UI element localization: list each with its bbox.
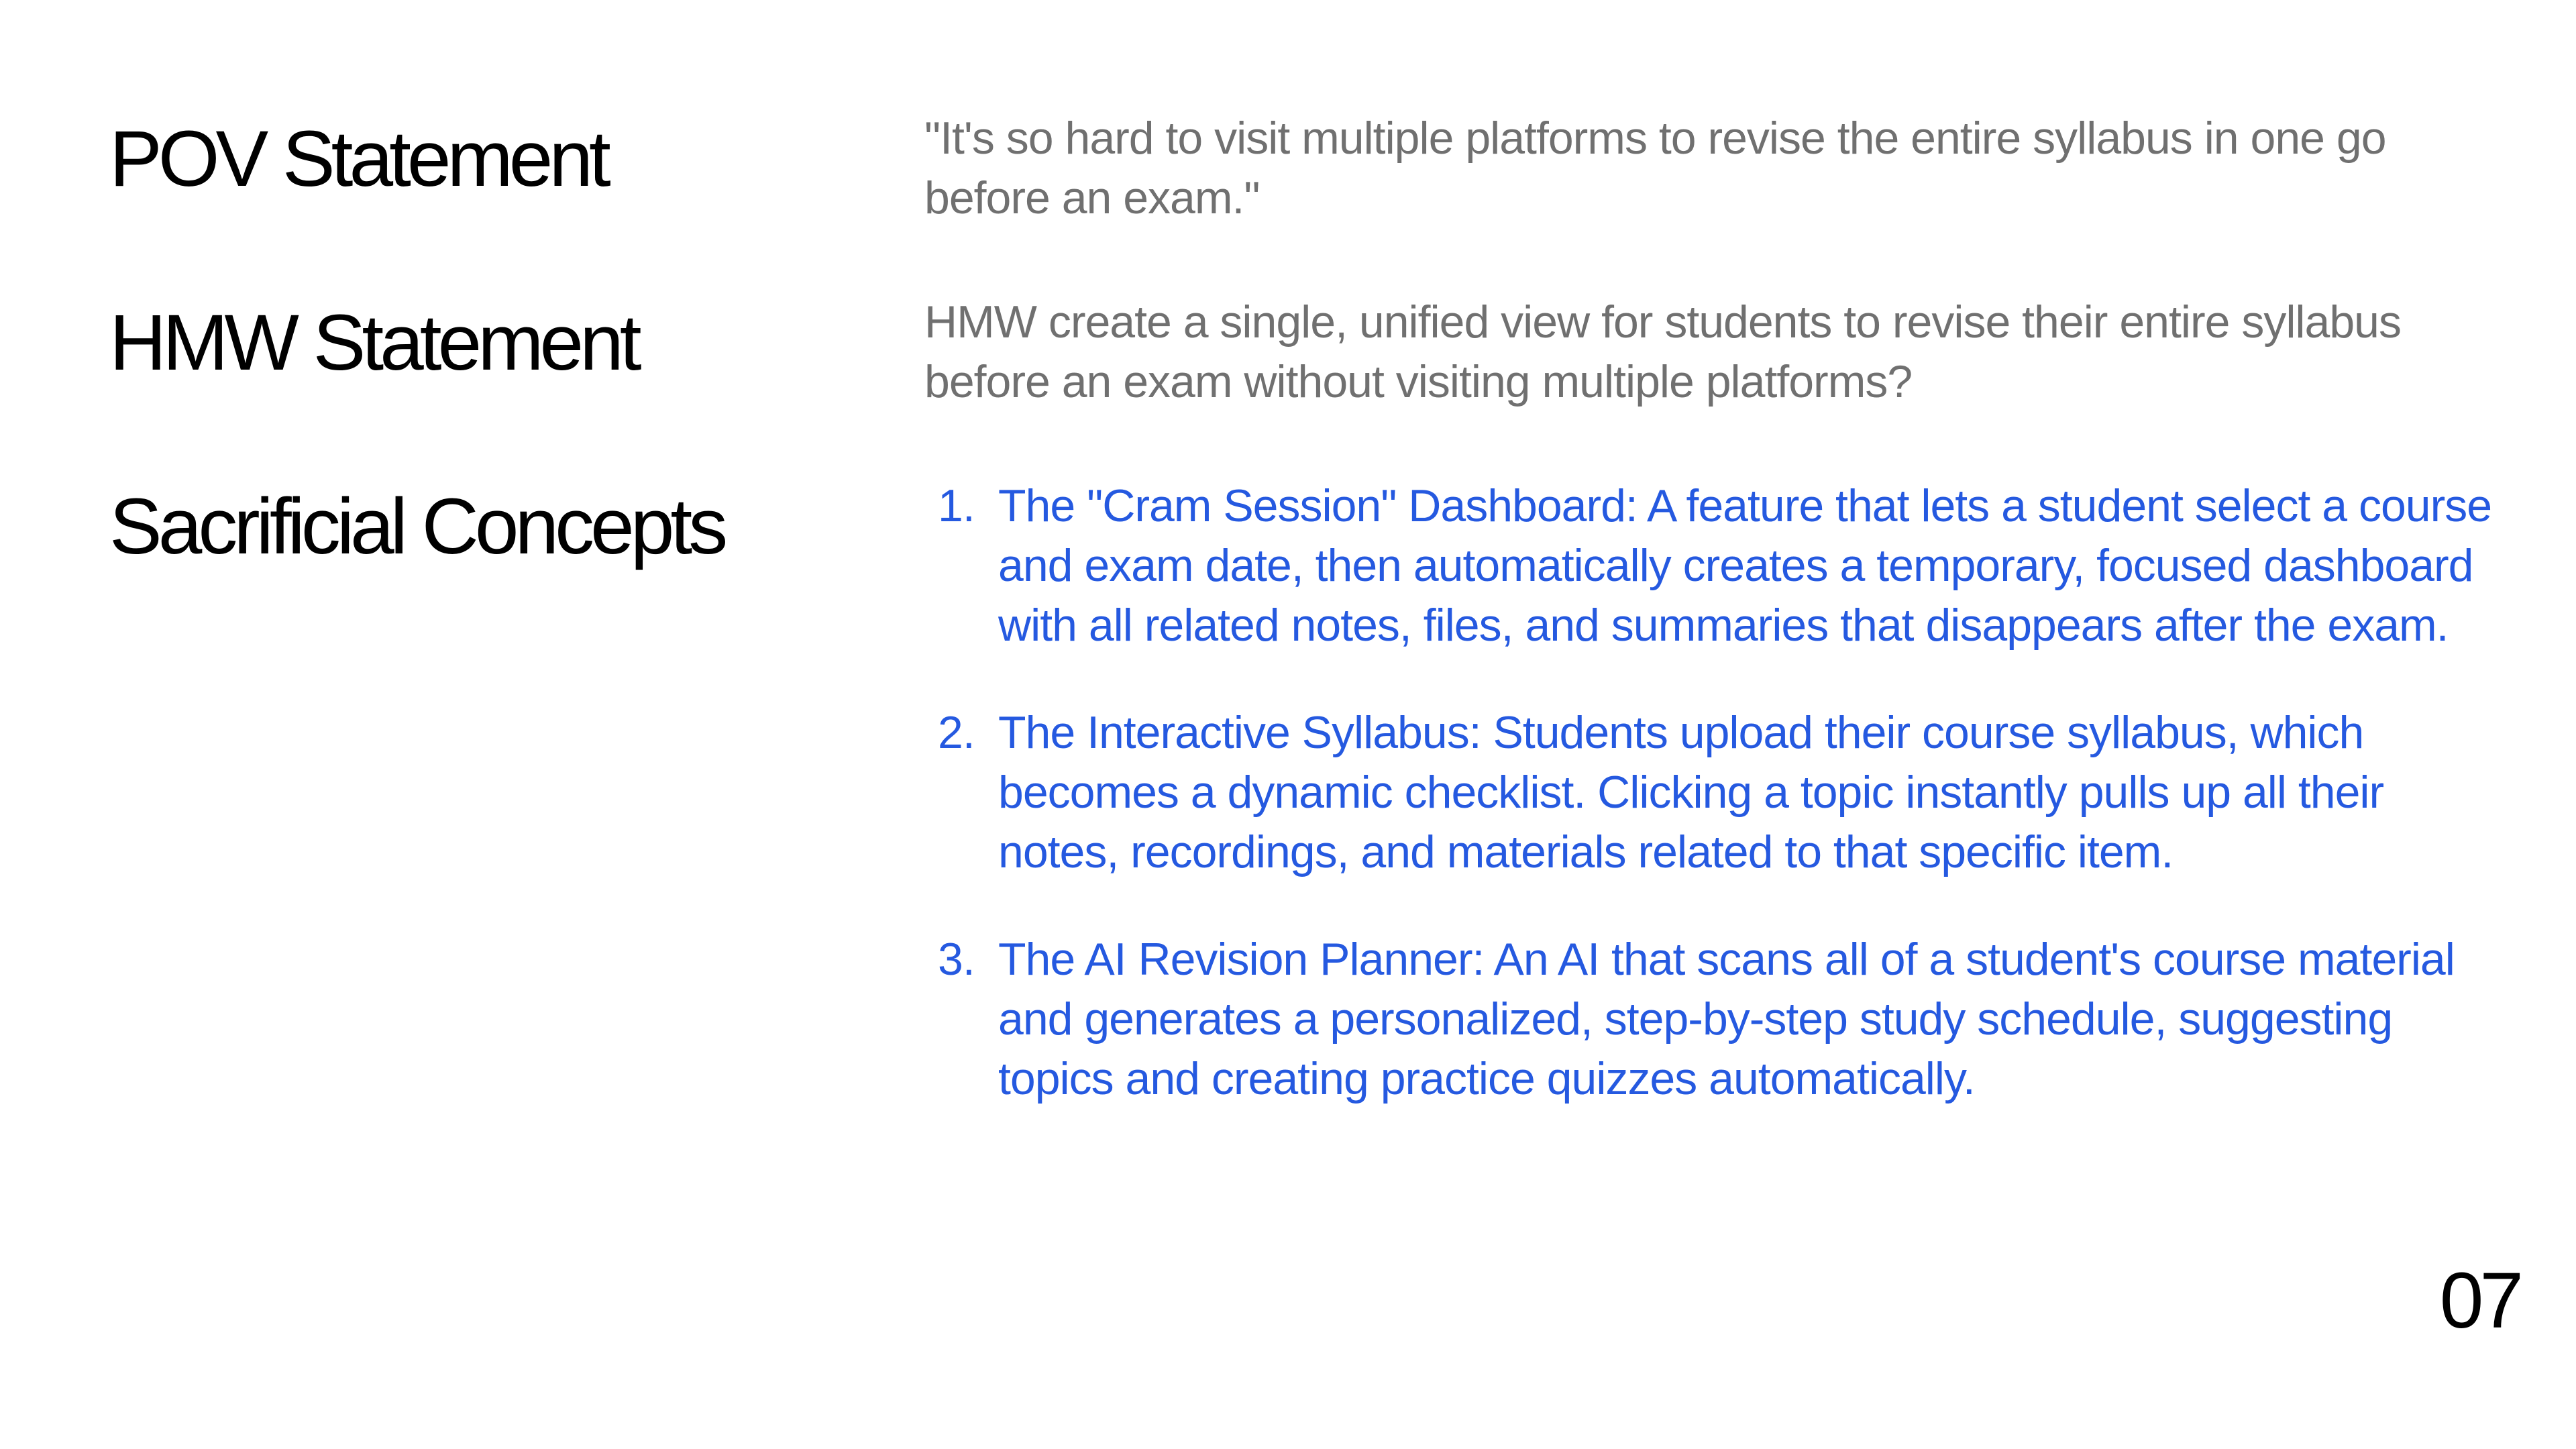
hmw-statement-heading: HMW Statement bbox=[109, 299, 638, 387]
concept-text: The "Cram Session" Dashboard: A feature that lets a student select a course and exam date, then automatically creates a temporary, focused dashboard with all related notes, files, and summaries that disappears after the exam. bbox=[998, 480, 2492, 651]
concept-item bbox=[924, 703, 2508, 882]
concept-number: 2. bbox=[938, 707, 975, 758]
sacrificial-concepts-heading: Sacrificial Concepts bbox=[109, 482, 724, 571]
pov-statement-heading: POV Statement bbox=[109, 115, 607, 203]
hmw-statement-text: HMW create a single, unified view for students to revise their entire syllabus before an exam without visiting multiple platforms? bbox=[924, 297, 2401, 407]
page-number: 07 bbox=[2439, 1256, 2520, 1345]
concept-item bbox=[924, 476, 2508, 655]
concept-item bbox=[924, 930, 2508, 1109]
concept-number: 3. bbox=[938, 934, 975, 985]
sacrificial-concepts-list bbox=[924, 476, 2508, 1109]
concept-number: 1. bbox=[938, 480, 975, 531]
concept-text: The AI Revision Planner: An AI that scans all of a student's course material and generates a personalized, step-by-step study schedule, suggesting topics and creating practice quizzes automatically. bbox=[998, 934, 2455, 1104]
concept-text: The Interactive Syllabus: Students upload their course syllabus, which becomes a dynamic checklist. Clicking a topic instantly pulls up all their notes, recordings, and materials related to that specific item. bbox=[998, 707, 2384, 877]
pov-statement-text: "It's so hard to visit multiple platforms to revise the entire syllabus in one go before an exam." bbox=[924, 113, 2386, 223]
